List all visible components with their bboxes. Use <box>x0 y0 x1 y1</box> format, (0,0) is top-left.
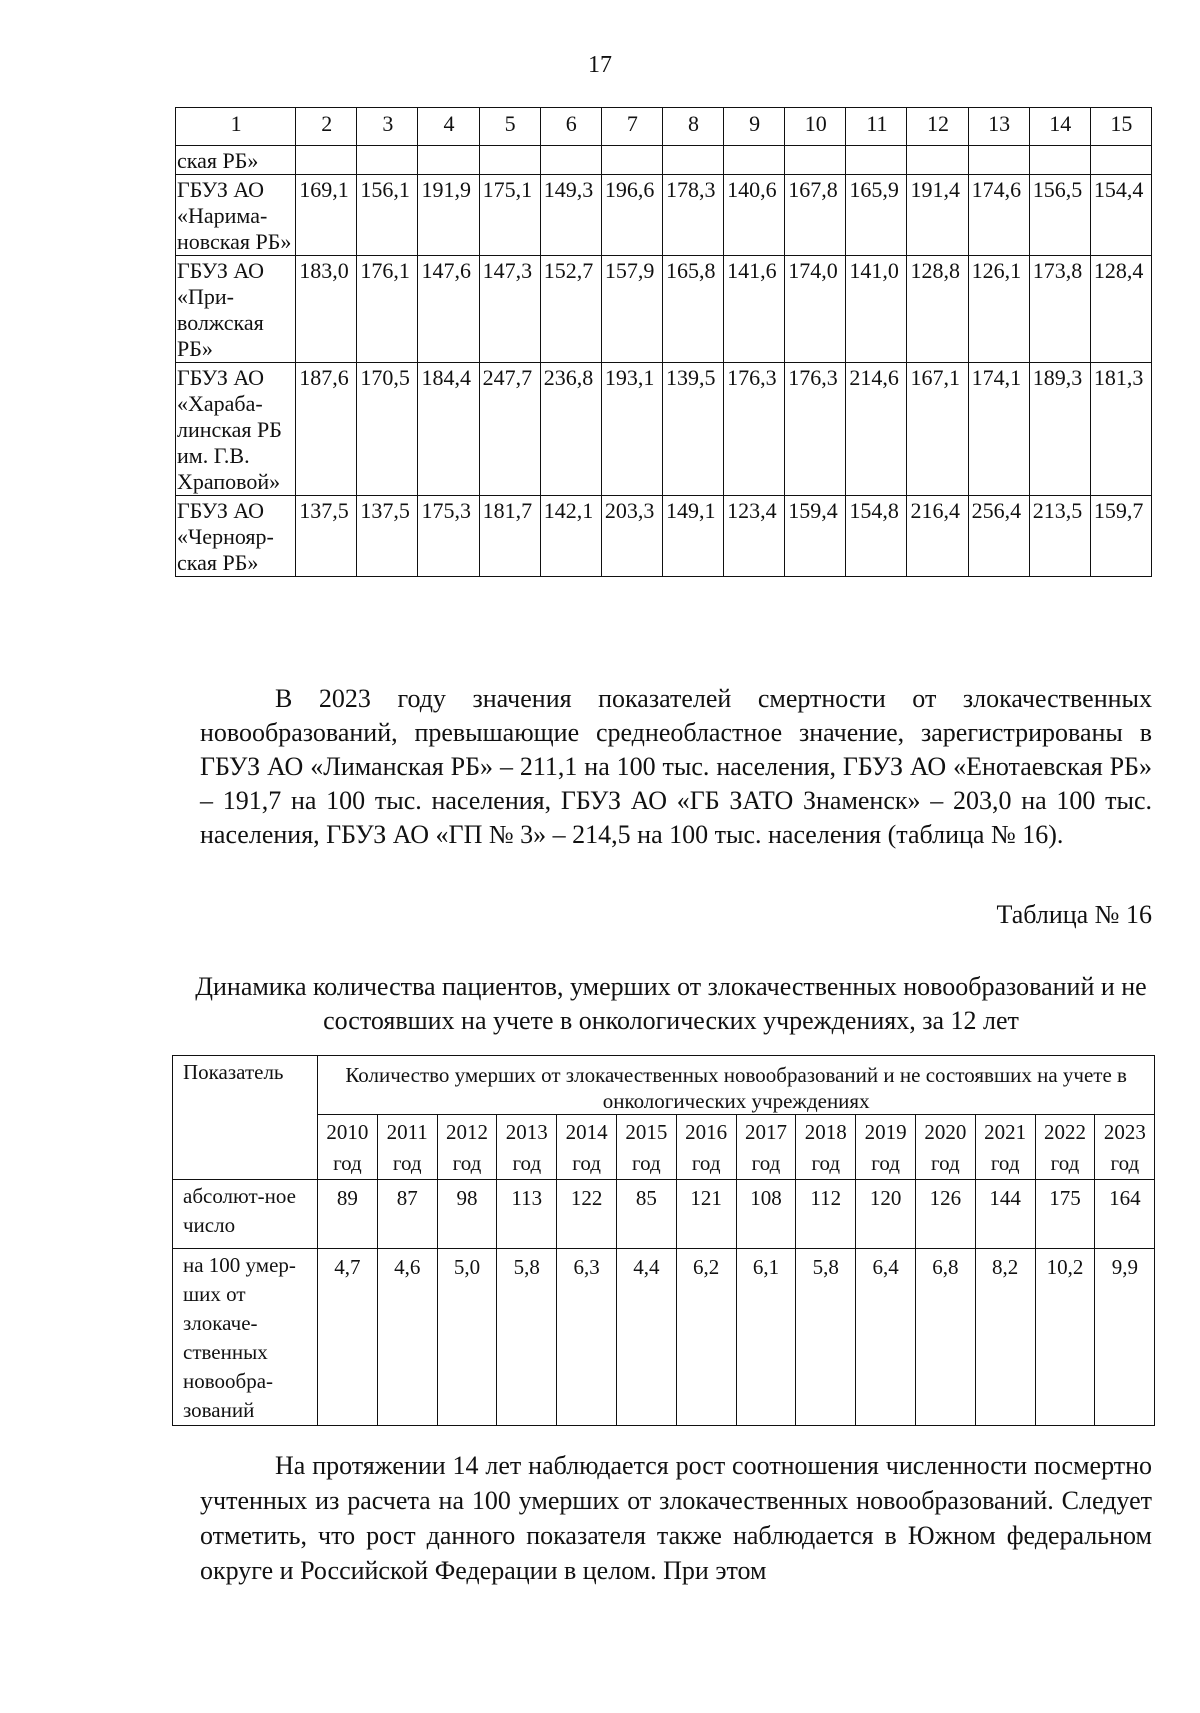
year-header-cell <box>497 1115 557 1180</box>
table1-value-cell: 126,1 <box>968 256 1029 363</box>
table2-value-cell: 6,4 <box>856 1249 916 1426</box>
table2-value-cell: 164 <box>1095 1180 1155 1249</box>
table1-header-cell: 10 <box>785 108 846 146</box>
year-value: 2019 <box>864 1120 907 1144</box>
table2-row-label: на 100 умер-ших от злокаче-ственных новообра-зований <box>173 1249 318 1426</box>
year-suffix: год <box>691 1151 721 1175</box>
table2-value-cell: 10,2 <box>1035 1249 1095 1426</box>
table1-value-cell: 181,7 <box>479 496 540 577</box>
table1-header-cell: 2 <box>296 108 357 146</box>
table2-value-cell: 121 <box>676 1180 736 1249</box>
year-value: 2018 <box>804 1120 847 1144</box>
table2-value-cell: 89 <box>318 1180 378 1249</box>
table2-value-cell: 6,2 <box>676 1249 736 1426</box>
year-header-cell <box>377 1115 437 1180</box>
table1-value-cell: 193,1 <box>601 363 662 496</box>
table1-value-cell: 141,0 <box>846 256 907 363</box>
year-suffix: год <box>632 1151 661 1175</box>
table1-value-cell: 213,5 <box>1029 496 1090 577</box>
year-header-cell <box>616 1115 676 1180</box>
table1-row-label: ГБУЗ АО «При-волжская РБ» <box>176 256 296 363</box>
table1-value-cell: 165,9 <box>846 175 907 256</box>
table1-value-cell: 187,6 <box>296 363 357 496</box>
table1-value-cell <box>968 146 1029 175</box>
table1-header-cell: 8 <box>662 108 723 146</box>
page-number: 17 <box>588 52 612 78</box>
year-value: 2015 <box>625 1120 668 1144</box>
unregistered-deaths-table <box>172 1055 1155 1426</box>
year-suffix: год <box>1050 1151 1080 1175</box>
table1-row <box>176 146 1152 175</box>
table1-value-cell <box>601 146 662 175</box>
year-value: 2013 <box>505 1120 548 1144</box>
table1-value-cell: 123,4 <box>724 496 785 577</box>
table2-value-cell: 5,8 <box>796 1249 856 1426</box>
table2-row <box>173 1249 1155 1426</box>
table1-value-cell: 147,6 <box>418 256 479 363</box>
table1-header-cell: 1 <box>176 108 296 146</box>
table1-value-cell: 142,1 <box>540 496 601 577</box>
year-value: 2021 <box>984 1120 1027 1144</box>
year-value: 2012 <box>445 1120 488 1144</box>
indicator-header: Показатель <box>173 1056 318 1180</box>
table1-value-cell: 139,5 <box>662 363 723 496</box>
year-value: 2017 <box>744 1120 787 1144</box>
table1-value-cell: 141,6 <box>724 256 785 363</box>
table1-row <box>176 496 1152 577</box>
table1-value-cell: 176,3 <box>785 363 846 496</box>
year-suffix: год <box>572 1151 601 1175</box>
year-value: 2014 <box>565 1120 608 1144</box>
year-suffix: год <box>931 1151 960 1175</box>
table1-value-cell: 216,4 <box>907 496 968 577</box>
table1-value-cell: 159,7 <box>1090 496 1151 577</box>
table1-value-cell: 156,5 <box>1029 175 1090 256</box>
table1-value-cell <box>418 146 479 175</box>
table1-value-cell: 178,3 <box>662 175 723 256</box>
table1-value-cell: 176,1 <box>357 256 418 363</box>
table2-row-label: абсолют-ное число <box>173 1180 318 1249</box>
table1-value-cell: 154,4 <box>1090 175 1151 256</box>
table1-header-cell: 4 <box>418 108 479 146</box>
mortality-table-continued <box>175 107 1152 577</box>
table-caption: Таблица № 16 <box>996 900 1152 929</box>
table1-value-cell: 157,9 <box>601 256 662 363</box>
year-header-cell <box>557 1115 617 1180</box>
table2-value-cell: 112 <box>796 1180 856 1249</box>
table1-value-cell <box>785 146 846 175</box>
table1-value-cell: 167,1 <box>907 363 968 496</box>
group-header: Количество умерших от злокачественных новообразований и не состоявших на учете в онкологических учреждениях <box>318 1056 1155 1115</box>
table1-header-cell: 14 <box>1029 108 1090 146</box>
paragraph-trend: На протяжении 14 лет наблюдается рост соотношения численности посмертно учтенных из расчета на 100 умерших от злокачественных новообразований. Следует отметить, что рост данного показателя также наблюдается в Южном федеральном округе и Российской Федерации в целом. При этом <box>200 1451 1152 1585</box>
table1-value-cell: 159,4 <box>785 496 846 577</box>
year-value: 2020 <box>924 1120 967 1144</box>
table1-value-cell: 170,5 <box>357 363 418 496</box>
table1-value-cell: 154,8 <box>846 496 907 577</box>
year-value: 2022 <box>1043 1120 1086 1144</box>
table1-value-cell: 140,6 <box>724 175 785 256</box>
table1-value-cell: 169,1 <box>296 175 357 256</box>
table2-value-cell: 6,1 <box>736 1249 796 1426</box>
year-suffix: год <box>1110 1151 1140 1175</box>
table1-value-cell: 128,4 <box>1090 256 1151 363</box>
table1-value-cell: 174,0 <box>785 256 846 363</box>
table2-value-cell: 144 <box>975 1180 1035 1249</box>
table-title: Динамика количества пациентов, умерших от злокачественных новообразований и не состоявших на учете в онкологических учреждениях, за 12 лет <box>195 972 1147 1035</box>
table1-value-cell: 149,1 <box>662 496 723 577</box>
table1-header-cell: 11 <box>846 108 907 146</box>
table2-value-cell: 120 <box>856 1180 916 1249</box>
table1-value-cell: 156,1 <box>357 175 418 256</box>
table1-row-label: ГБУЗ АО «Чернояр-ская РБ» <box>176 496 296 577</box>
table1-row <box>176 256 1152 363</box>
table2-row <box>173 1180 1155 1249</box>
year-header-cell <box>676 1115 736 1180</box>
table1-value-cell: 152,7 <box>540 256 601 363</box>
year-suffix: год <box>811 1151 841 1175</box>
table1-value-cell <box>479 146 540 175</box>
table2-value-cell: 4,4 <box>616 1249 676 1426</box>
year-value: 2011 <box>386 1120 428 1144</box>
table1-value-cell <box>662 146 723 175</box>
table1-row-label: ГБУЗ АО «Хараба-линская РБ им. Г.В. Храповой» <box>176 363 296 496</box>
table2-value-cell: 108 <box>736 1180 796 1249</box>
table1-value-cell: 203,3 <box>601 496 662 577</box>
table2-value-cell: 113 <box>497 1180 557 1249</box>
table1-value-cell <box>296 146 357 175</box>
table1-value-cell: 184,4 <box>418 363 479 496</box>
table2-value-cell: 4,7 <box>318 1249 378 1426</box>
table1-value-cell: 176,3 <box>724 363 785 496</box>
table1-value-cell: 256,4 <box>968 496 1029 577</box>
table1-row <box>176 363 1152 496</box>
table2-value-cell: 87 <box>377 1180 437 1249</box>
table1-row-label: ГБУЗ АО «Нарима-новская РБ» <box>176 175 296 256</box>
table1-value-cell <box>1029 146 1090 175</box>
table1-value-cell: 183,0 <box>296 256 357 363</box>
table1-header-cell: 5 <box>479 108 540 146</box>
year-suffix: год <box>990 1151 1020 1175</box>
table1-row-label: ская РБ» <box>176 146 296 175</box>
table1-row <box>176 175 1152 256</box>
table2-value-cell: 85 <box>616 1180 676 1249</box>
year-suffix: год <box>333 1151 362 1175</box>
table1-value-cell: 247,7 <box>479 363 540 496</box>
year-suffix: год <box>751 1151 781 1175</box>
table1-value-cell: 137,5 <box>357 496 418 577</box>
table2-value-cell: 8,2 <box>975 1249 1035 1426</box>
year-header-cell <box>318 1115 378 1180</box>
table1-value-cell: 191,4 <box>907 175 968 256</box>
year-header-cell <box>856 1115 916 1180</box>
table1-value-cell <box>846 146 907 175</box>
table1-header-cell: 7 <box>601 108 662 146</box>
table1-value-cell <box>907 146 968 175</box>
table1-value-cell: 137,5 <box>296 496 357 577</box>
table2-value-cell: 5,0 <box>437 1249 497 1426</box>
table1-value-cell: 174,1 <box>968 363 1029 496</box>
table2-value-cell: 126 <box>915 1180 975 1249</box>
year-header-cell <box>915 1115 975 1180</box>
year-suffix: год <box>512 1151 542 1175</box>
table1-header-cell: 9 <box>724 108 785 146</box>
table1-value-cell: 173,8 <box>1029 256 1090 363</box>
year-header-cell <box>796 1115 856 1180</box>
year-header-cell <box>437 1115 497 1180</box>
table2-value-cell: 9,9 <box>1095 1249 1155 1426</box>
table2-value-cell: 175 <box>1035 1180 1095 1249</box>
table2-value-cell: 5,8 <box>497 1249 557 1426</box>
table1-value-cell: 214,6 <box>846 363 907 496</box>
table1-value-cell <box>724 146 785 175</box>
year-suffix: год <box>392 1151 422 1175</box>
table2-value-cell: 4,6 <box>377 1249 437 1426</box>
table1-value-cell: 196,6 <box>601 175 662 256</box>
year-header-cell <box>1035 1115 1095 1180</box>
year-header-cell <box>975 1115 1035 1180</box>
table1-value-cell: 149,3 <box>540 175 601 256</box>
year-value: 2016 <box>685 1120 728 1144</box>
table1-header-cell: 3 <box>357 108 418 146</box>
table1-value-cell: 167,8 <box>785 175 846 256</box>
table2-value-cell: 6,3 <box>557 1249 617 1426</box>
table2-value-cell: 122 <box>557 1180 617 1249</box>
table1-value-cell: 174,6 <box>968 175 1029 256</box>
table1-value-cell: 128,8 <box>907 256 968 363</box>
table1-value-cell: 189,3 <box>1029 363 1090 496</box>
year-header-cell <box>1095 1115 1155 1180</box>
year-header-cell <box>736 1115 796 1180</box>
table1-value-cell <box>357 146 418 175</box>
table1-value-cell: 165,8 <box>662 256 723 363</box>
table1-value-cell: 175,3 <box>418 496 479 577</box>
table1-value-cell <box>1090 146 1151 175</box>
table1-header-cell: 12 <box>907 108 968 146</box>
table2-value-cell: 98 <box>437 1180 497 1249</box>
year-suffix: год <box>452 1151 482 1175</box>
table1-value-cell: 191,9 <box>418 175 479 256</box>
table1-value-cell: 175,1 <box>479 175 540 256</box>
table1-value-cell: 236,8 <box>540 363 601 496</box>
paragraph-mortality-2023: В 2023 году значения показателей смертности от злокачественных новообразований, превышающие среднеобластное значение, зарегистрированы в ГБУЗ АО «Лиманская РБ» – 211,1 на 100 тыс. населения, ГБУЗ АО «Енотаевская РБ» – 191,7 на 100 тыс. населения, ГБУЗ АО «ГБ ЗАТО Знаменск» – 203,0 на 100 тыс. населения, ГБУЗ АО «ГП № 3» – 214,5 на 100 тыс. населения (таблица № 16). <box>200 684 1152 849</box>
table2-value-cell: 6,8 <box>915 1249 975 1426</box>
year-suffix: год <box>871 1151 900 1175</box>
year-value: 2010 <box>326 1120 369 1144</box>
year-value: 2023 <box>1103 1120 1146 1144</box>
table1-header-cell: 6 <box>540 108 601 146</box>
table1-value-cell: 181,3 <box>1090 363 1151 496</box>
table1-value-cell: 147,3 <box>479 256 540 363</box>
table1-header-cell: 15 <box>1090 108 1151 146</box>
table1-value-cell <box>540 146 601 175</box>
table1-header-cell: 13 <box>968 108 1029 146</box>
